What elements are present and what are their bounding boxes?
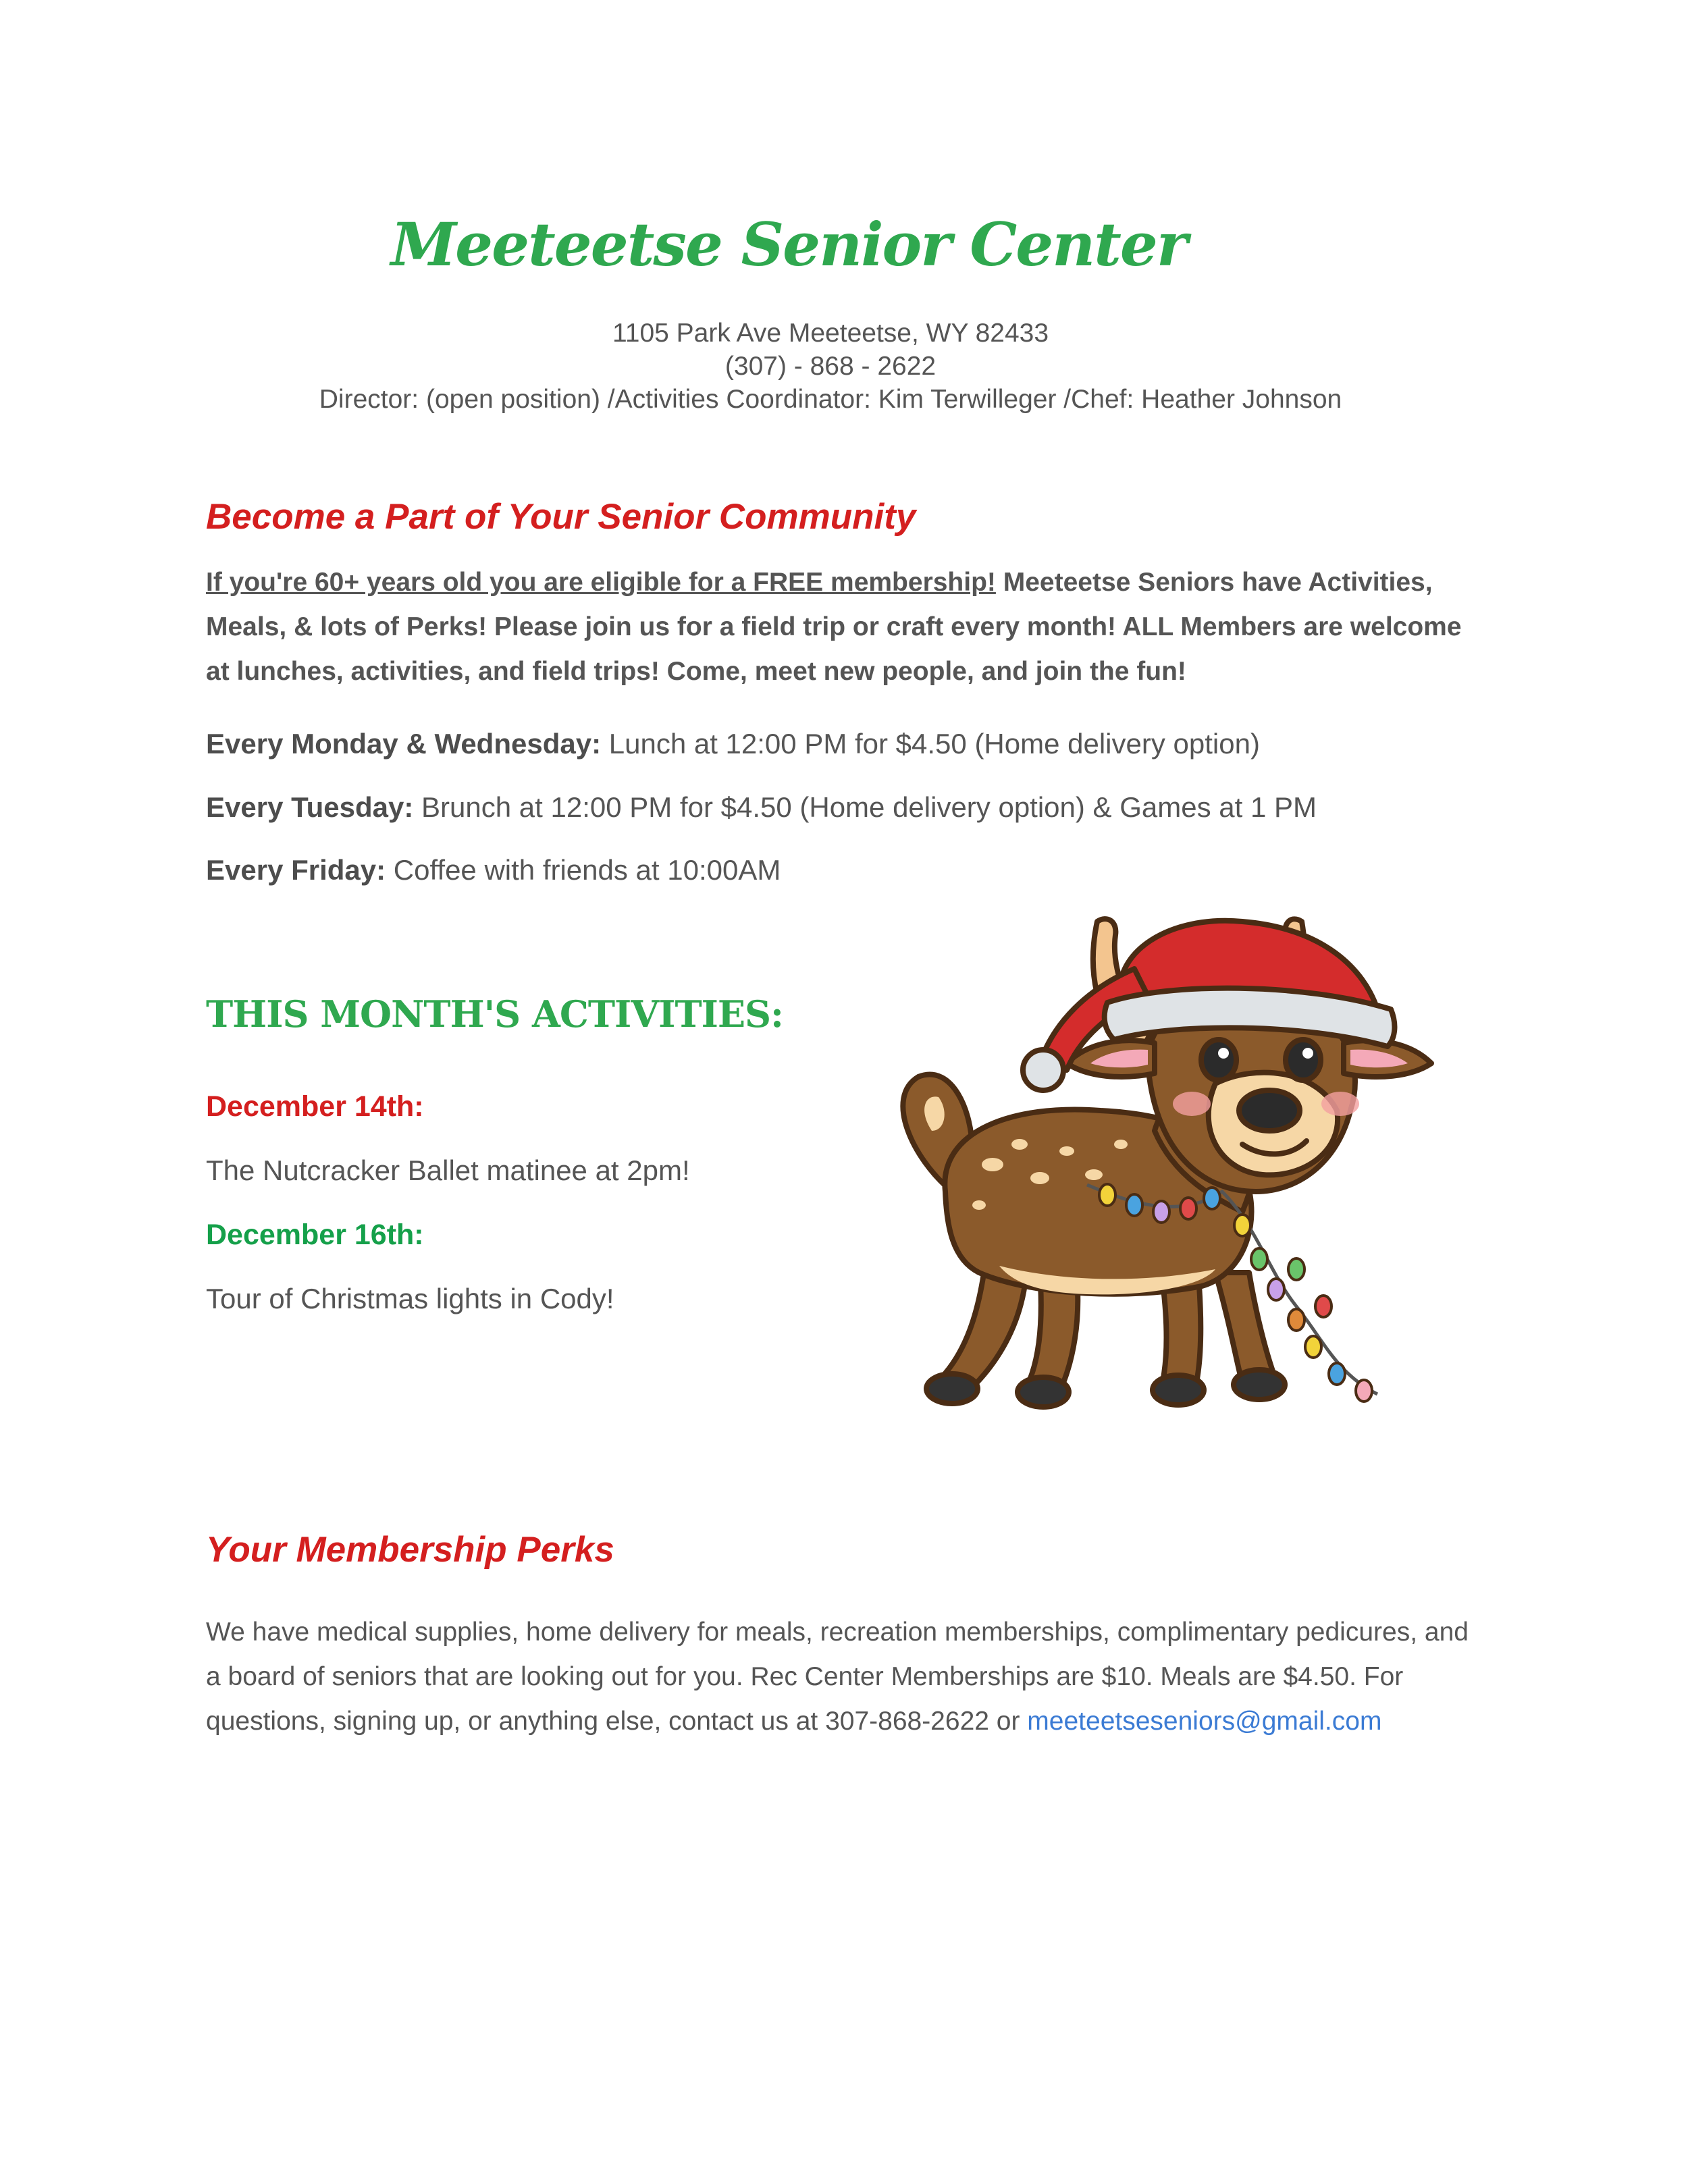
membership-eligibility: If you're 60+ years old you are eligible for a FREE membership! [206, 568, 996, 597]
intro-paragraph [206, 560, 1475, 694]
intro-text: Meeteetse Seniors have Activities, Meals, & lots of Perks! Please join us for a field trip or craft every month! ALL Members are welcome at lunches, activities, and field trips! Come, meet new people, and join the fun! [206, 568, 1462, 686]
activity-date: December 14th: [206, 1090, 424, 1123]
address: 1105 Park Ave Meeteetse, WY 82433 [612, 319, 1049, 348]
perks-paragraph [206, 1610, 1489, 1744]
perks-text: We have medical supplies, home delivery for meals, recreation memberships, complimentary pedicures, and a board of seniors that are looking out for you. Rec Center Memberships are $10. Meals are $4.50. For questions, signing up, or anything else, contact us at 307-868-2622 or [206, 1618, 1469, 1736]
schedule-day: Every Tuesday: [206, 791, 414, 823]
phone: (307) - 868 - 2622 [724, 352, 937, 381]
activities-heading: THIS MONTH'S ACTIVITIES: [206, 992, 783, 1036]
schedule-tuesday [206, 791, 1317, 824]
email-link[interactable]: meeteetseseniors@gmail.com [1027, 1707, 1382, 1736]
schedule-monday-wednesday [206, 728, 1260, 760]
activity-date: December 16th: [206, 1219, 424, 1251]
schedule-friday [206, 854, 781, 886]
activity-event: Tour of Christmas lights in Cody! [206, 1283, 614, 1314]
schedule-day: Every Friday: [206, 854, 386, 886]
schedule-day: Every Monday & Wednesday: [206, 728, 602, 760]
page-title: Meeteetse Senior Center [390, 209, 1187, 279]
perks-heading: Your Membership Perks [206, 1530, 614, 1570]
schedule-detail: Lunch at 12:00 PM for $4.50 (Home delivery option) [601, 728, 1260, 760]
staff-line: Director: (open position) /Activities Coordinator: Kim Terwilleger /Chef: Heather Johnson [319, 385, 1342, 414]
schedule-detail: Coffee with friends at 10:00AM [386, 854, 781, 886]
activity-event: The Nutcracker Ballet matinee at 2pm! [206, 1154, 690, 1186]
community-heading: Become a Part of Your Senior Community [206, 497, 916, 537]
reindeer-with-santa-hat-icon [864, 908, 1519, 1516]
schedule-detail: Brunch at 12:00 PM for $4.50 (Home delivery option) & Games at 1 PM [413, 791, 1317, 823]
